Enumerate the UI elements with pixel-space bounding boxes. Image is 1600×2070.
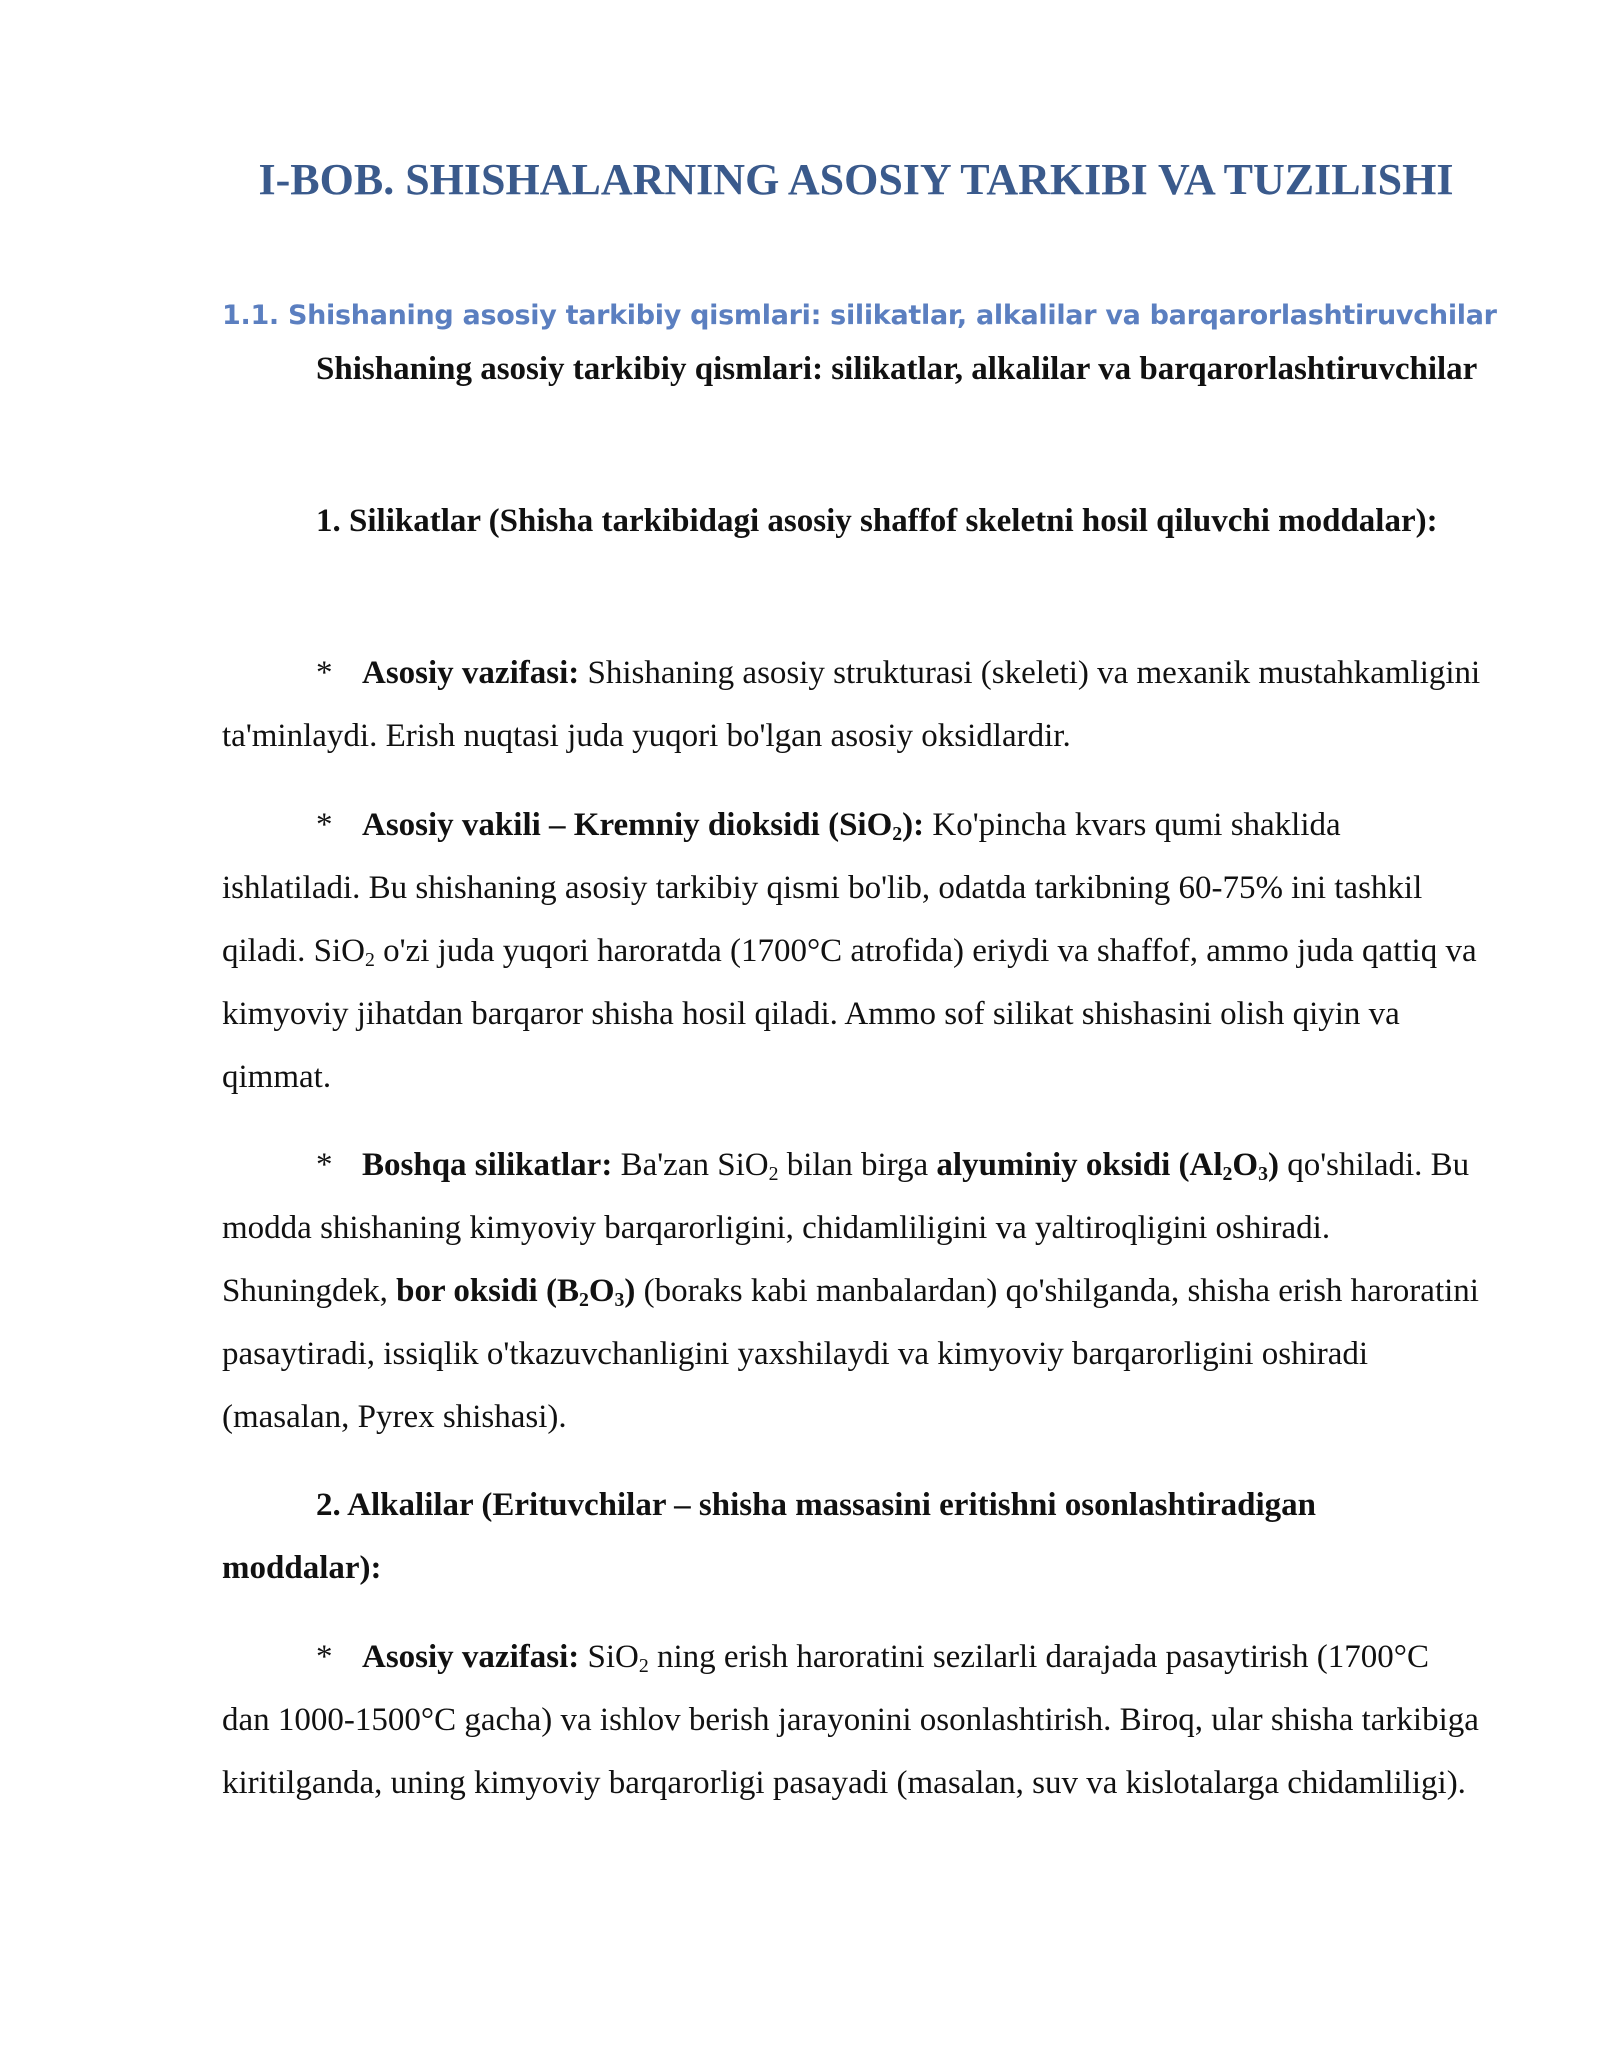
bullet-label: Asosiy vakili – Kremniy dioksidi (SiO$_2$): <box>362 807 925 845</box>
chapter-title: I-BOB. SHISHALARNING ASOSIY TARKIBI VA TUZILISHI <box>258 155 1454 204</box>
bullet-star: * <box>316 807 333 843</box>
alumina-term: alyuminiy oksidi $(Al_2O_3)$ <box>936 1147 1279 1185</box>
section1-bullet-other-silicates: * Boshqa silikatlar: Ba'zan SiO$_2$ bilan birga alyuminiy oksidi $(Al_2O_3)$ qo'shiladi. Bu modda shishaning kimyoviy barqarorligini, chidamliligini va yaltiroqligini oshiradi. Shuningdek, bor oksidi $(B_2O_3)$ (boraks kabi manbalardan) qo'shilganda, shisha erish haroratini pasaytiradi, issiqlik o'tkazuvchanligini yaxshilaydi va kimyoviy barqarorligini oshiradi (masalan, Pyrex shishasi). <box>222 1134 1482 1449</box>
intro-heading: Shishaning asosiy tarkibiy qismlari: silikatlar, alkalilar va barqarorlashtiruvchilar <box>316 351 1478 387</box>
bullet-star: * <box>316 1147 333 1183</box>
section1-heading: 1. Silikatlar (Shisha tarkibidagi asosiy shaffof skeletni hosil qiluvchi moddalar): <box>316 503 1438 539</box>
section2-bullet-function: * Asosiy vazifasi: SiO$_2$ ning erish haroratini sezilarli darajada pasaytirish (1700°C dan 1000-1500°C gacha) va ishlov berish jarayonini osonlashtirish. Biroq, ular shisha tarkibiga kiritilganda, uning kimyoviy barqarorligi pasayadi (masalan, suv va kislotalarga chidamliligi). <box>222 1626 1482 1815</box>
bullet-star: * <box>316 1639 333 1675</box>
boron-oxide-term: bor oksidi $(B_2O_3)$ <box>396 1273 636 1311</box>
bullet-label: Asosiy vazifasi: <box>362 655 580 691</box>
section1-bullet-silica: * Asosiy vakili – Kremniy dioksidi (SiO$_2$): Ko'pincha kvars qumi shaklida ishlatiladi. Bu shishaning asosiy tarkibiy qismi bo'lib, odatda tarkibning 60-75% ini tashkil qiladi. SiO$_2$ o'zi juda yuqori haroratda (1700°C atrofida) eriydi va shaffof, ammo juda qattiq va kimyoviy jihatdan barqaror shisha hosil qiladi. Ammo sof silikat shishasini olish qiyin va qimmat. <box>222 794 1482 1109</box>
bullet-star: * <box>316 655 333 691</box>
section1-bullet-function: * Asosiy vazifasi: Shishaning asosiy strukturasi (skeleti) va mexanik mustahkamligini ta'minlaydi. Erish nuqtasi juda yuqori bo'lgan asosiy oksidlardir. <box>222 642 1482 768</box>
bullet-label: Boshqa silikatlar: <box>362 1147 613 1183</box>
section2-heading: 2. Alkalilar (Erituvchilar – shisha massasini eritishni osonlashtiradigan moddalar): <box>222 1487 1316 1586</box>
bullet-label: Asosiy vazifasi: <box>362 1639 580 1675</box>
section-subheading: 1.1. Shishaning asosiy tarkibiy qismlari: silikatlar, alkalilar va barqarorlashtiruvchilar <box>222 300 1497 331</box>
